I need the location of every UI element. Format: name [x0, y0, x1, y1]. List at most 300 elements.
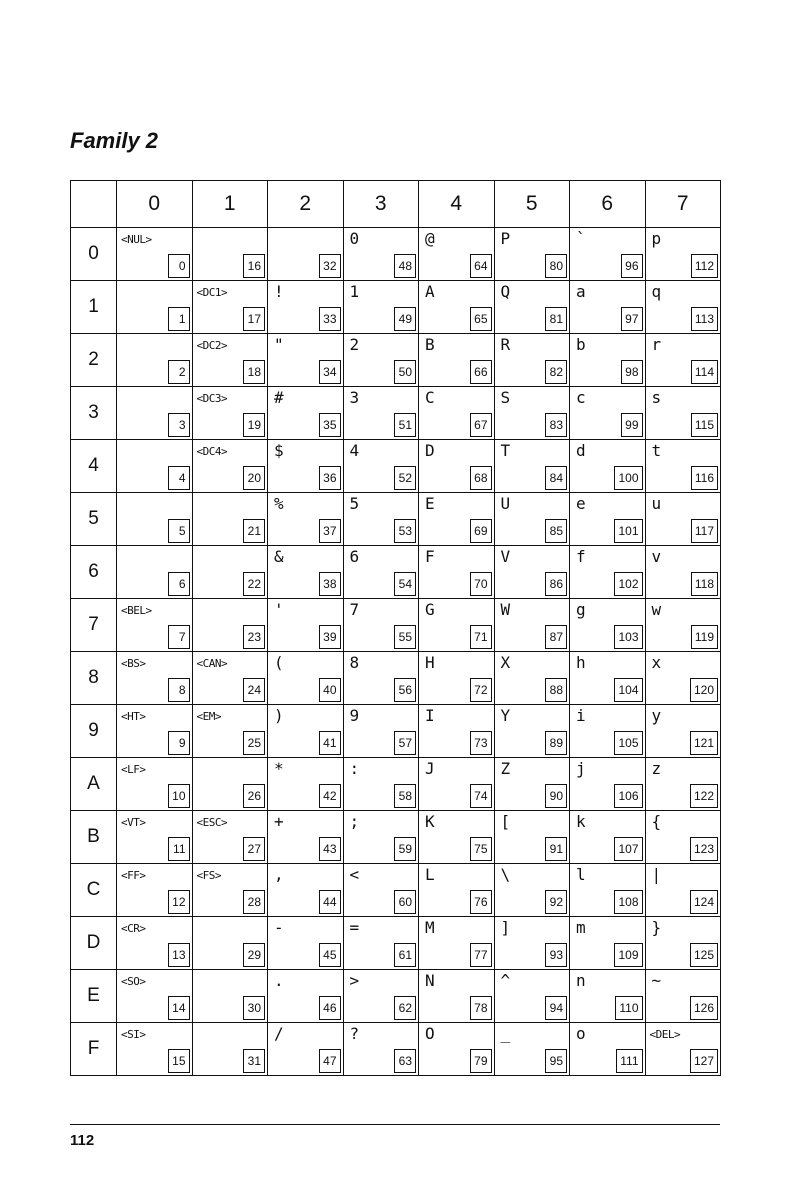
character-cell [419, 864, 495, 917]
character-cell [117, 652, 193, 705]
character-cell [343, 1023, 419, 1076]
decimal-code-box: 60 [394, 890, 416, 914]
row-header: 7 [71, 599, 117, 652]
character-glyph: <NUL> [121, 233, 152, 246]
decimal-code-box: 82 [545, 360, 567, 384]
character-cell [117, 440, 193, 493]
character-glyph: L [425, 865, 435, 884]
character-glyph: t [651, 441, 662, 460]
table-row [71, 652, 721, 705]
character-glyph: <ESC> [196, 816, 228, 829]
decimal-code-box: 106 [614, 784, 642, 808]
decimal-code-box: 86 [545, 572, 567, 596]
column-header: 5 [494, 181, 570, 228]
character-cell [192, 546, 268, 599]
character-cell [570, 228, 646, 281]
decimal-code-box: 79 [470, 1049, 492, 1073]
decimal-code-box: 120 [690, 678, 718, 702]
decimal-code-box: 43 [319, 837, 341, 861]
decimal-code-box: 26 [243, 784, 265, 808]
character-glyph: 9 [349, 706, 360, 725]
character-glyph: ? [349, 1024, 360, 1043]
character-cell [494, 599, 570, 652]
character-cell [268, 440, 344, 493]
decimal-code-box: 58 [394, 784, 416, 808]
character-glyph: T [500, 441, 511, 460]
character-cell [570, 440, 646, 493]
character-glyph: , [274, 865, 284, 884]
character-cell [192, 599, 268, 652]
character-cell [343, 811, 419, 864]
decimal-code-box: 108 [614, 890, 642, 914]
character-cell [117, 705, 193, 758]
character-glyph: S [500, 388, 511, 407]
character-cell [268, 228, 344, 281]
character-glyph: ' [274, 600, 284, 619]
character-glyph: J [425, 759, 435, 778]
decimal-code-box: 20 [243, 466, 265, 490]
decimal-code-box: 63 [394, 1049, 416, 1073]
character-glyph: 6 [349, 547, 360, 566]
character-cell [268, 599, 344, 652]
decimal-code-box: 124 [690, 890, 718, 914]
decimal-code-box: 114 [691, 360, 718, 384]
character-cell [645, 440, 721, 493]
row-header: 9 [71, 705, 117, 758]
character-cell [570, 281, 646, 334]
character-cell [494, 334, 570, 387]
decimal-code-box: 116 [691, 466, 718, 490]
character-cell [117, 228, 193, 281]
character-glyph: % [274, 494, 284, 513]
table-row [71, 493, 721, 546]
character-glyph: M [425, 918, 435, 937]
character-cell [570, 334, 646, 387]
character-glyph: P [500, 229, 511, 248]
decimal-code-box: 24 [243, 678, 265, 702]
decimal-code-box: 53 [394, 519, 416, 543]
character-cell [192, 864, 268, 917]
character-cell [343, 970, 419, 1023]
character-cell [117, 281, 193, 334]
character-glyph: n [576, 971, 586, 990]
decimal-code-box: 12 [168, 890, 190, 914]
table-row [71, 758, 721, 811]
character-glyph: B [425, 335, 435, 354]
decimal-code-box: 6 [168, 572, 190, 596]
decimal-code-box: 35 [319, 413, 341, 437]
character-glyph: d [576, 441, 586, 460]
character-cell [645, 387, 721, 440]
decimal-code-box: 127 [690, 1049, 718, 1073]
character-glyph: <BS> [121, 657, 146, 670]
character-glyph: <VT> [121, 816, 146, 829]
character-cell [419, 917, 495, 970]
character-glyph: v [651, 547, 662, 566]
character-cell [192, 334, 268, 387]
decimal-code-box: 72 [470, 678, 492, 702]
table-row [71, 334, 721, 387]
character-glyph: 7 [349, 600, 360, 619]
decimal-code-box: 70 [470, 572, 492, 596]
character-glyph: <BEL> [121, 604, 152, 617]
character-cell [570, 917, 646, 970]
character-cell [117, 493, 193, 546]
decimal-code-box: 8 [168, 678, 190, 702]
character-glyph: e [576, 494, 586, 513]
row-header: C [71, 864, 117, 917]
character-cell [117, 387, 193, 440]
character-glyph: <CAN> [196, 657, 228, 670]
character-cell [494, 1023, 570, 1076]
character-glyph: ! [274, 282, 284, 301]
decimal-code-box: 54 [394, 572, 416, 596]
character-glyph: j [576, 759, 586, 778]
decimal-code-box: 115 [691, 413, 718, 437]
character-cell [645, 599, 721, 652]
decimal-code-box: 23 [243, 625, 265, 649]
row-header: 3 [71, 387, 117, 440]
decimal-code-box: 13 [168, 943, 190, 967]
decimal-code-box: 31 [243, 1049, 265, 1073]
character-glyph: <DC4> [196, 445, 228, 458]
table-row [71, 281, 721, 334]
character-glyph: N [425, 971, 435, 990]
character-cell [419, 970, 495, 1023]
character-glyph: H [425, 653, 435, 672]
character-glyph: \ [500, 865, 511, 884]
character-cell [268, 281, 344, 334]
decimal-code-box: 83 [545, 413, 567, 437]
column-header: 4 [419, 181, 495, 228]
decimal-code-box: 101 [614, 519, 642, 543]
decimal-code-box: 69 [470, 519, 492, 543]
character-cell [192, 652, 268, 705]
decimal-code-box: 39 [319, 625, 341, 649]
character-glyph: ; [349, 812, 360, 831]
decimal-code-box: 42 [319, 784, 341, 808]
row-header: 8 [71, 652, 117, 705]
character-glyph: r [651, 335, 662, 354]
character-glyph: 8 [349, 653, 360, 672]
decimal-code-box: 97 [621, 307, 643, 331]
character-cell [117, 758, 193, 811]
character-glyph: K [425, 812, 435, 831]
decimal-code-box: 55 [394, 625, 416, 649]
row-header: 4 [71, 440, 117, 493]
character-glyph: <DEL> [649, 1028, 681, 1041]
character-cell [192, 970, 268, 1023]
decimal-code-box: 91 [545, 837, 567, 861]
character-glyph: F [425, 547, 435, 566]
character-cell [343, 334, 419, 387]
row-header: B [71, 811, 117, 864]
decimal-code-box: 27 [243, 837, 265, 861]
character-glyph: g [576, 600, 586, 619]
decimal-code-box: 76 [470, 890, 492, 914]
character-cell [494, 811, 570, 864]
decimal-code-box: 87 [545, 625, 567, 649]
table-row [71, 440, 721, 493]
decimal-code-box: 29 [243, 943, 265, 967]
character-cell [268, 1023, 344, 1076]
character-cell [343, 440, 419, 493]
decimal-code-box: 41 [319, 731, 341, 755]
character-glyph: I [425, 706, 435, 725]
character-glyph: = [349, 918, 360, 937]
decimal-code-box: 48 [394, 254, 416, 278]
decimal-code-box: 71 [470, 625, 492, 649]
character-cell [570, 546, 646, 599]
decimal-code-box: 109 [614, 943, 642, 967]
character-cell [343, 705, 419, 758]
decimal-code-box: 93 [545, 943, 567, 967]
character-cell [645, 864, 721, 917]
character-cell [494, 705, 570, 758]
decimal-code-box: 62 [394, 996, 416, 1020]
character-glyph: ` [576, 229, 586, 248]
character-cell [494, 228, 570, 281]
character-cell [419, 599, 495, 652]
character-glyph: p [651, 229, 662, 248]
decimal-code-box: 30 [243, 996, 265, 1020]
character-cell [268, 546, 344, 599]
character-cell [192, 811, 268, 864]
character-glyph: ~ [651, 971, 662, 990]
decimal-code-box: 85 [545, 519, 567, 543]
character-cell [419, 281, 495, 334]
decimal-code-box: 64 [470, 254, 492, 278]
character-cell [343, 228, 419, 281]
decimal-code-box: 96 [621, 254, 643, 278]
decimal-code-box: 123 [690, 837, 718, 861]
character-cell [192, 705, 268, 758]
character-cell [268, 387, 344, 440]
decimal-code-box: 61 [394, 943, 416, 967]
decimal-code-box: 34 [319, 360, 341, 384]
character-glyph: & [274, 547, 284, 566]
character-cell [268, 864, 344, 917]
character-cell [494, 493, 570, 546]
character-glyph: X [500, 653, 511, 672]
character-cell [343, 758, 419, 811]
column-header: 1 [192, 181, 268, 228]
character-cell [117, 334, 193, 387]
character-cell [570, 758, 646, 811]
decimal-code-box: 1 [168, 307, 190, 331]
character-glyph: z [651, 759, 662, 778]
character-cell [117, 864, 193, 917]
character-glyph: Y [500, 706, 511, 725]
decimal-code-box: 33 [319, 307, 341, 331]
character-cell [192, 281, 268, 334]
character-cell [268, 334, 344, 387]
character-glyph: <CR> [121, 922, 146, 935]
table-row [71, 811, 721, 864]
decimal-code-box: 21 [243, 519, 265, 543]
character-glyph: <EM> [196, 710, 221, 723]
character-cell [645, 281, 721, 334]
decimal-code-box: 32 [319, 254, 341, 278]
table-row [71, 970, 721, 1023]
character-cell [343, 546, 419, 599]
decimal-code-box: 98 [621, 360, 643, 384]
character-cell [268, 917, 344, 970]
character-glyph: / [274, 1024, 284, 1043]
decimal-code-box: 112 [691, 254, 718, 278]
decimal-code-box: 66 [470, 360, 492, 384]
character-glyph: <LF> [121, 763, 146, 776]
page-heading: Family 2 [70, 128, 159, 153]
character-cell [645, 1023, 721, 1076]
character-glyph: Q [500, 282, 511, 301]
character-cell [494, 387, 570, 440]
character-cell [494, 546, 570, 599]
footer-rule [70, 1124, 720, 1125]
character-glyph: . [274, 971, 284, 990]
character-glyph: c [576, 388, 586, 407]
character-glyph: 1 [349, 282, 360, 301]
table-row [71, 228, 721, 281]
decimal-code-box: 94 [545, 996, 567, 1020]
decimal-code-box: 51 [394, 413, 416, 437]
decimal-code-box: 75 [470, 837, 492, 861]
row-header: 0 [71, 228, 117, 281]
row-header: 5 [71, 493, 117, 546]
decimal-code-box: 84 [545, 466, 567, 490]
character-cell [645, 758, 721, 811]
decimal-code-box: 19 [243, 413, 265, 437]
decimal-code-box: 4 [168, 466, 190, 490]
decimal-code-box: 17 [243, 307, 265, 331]
character-glyph: _ [500, 1024, 511, 1043]
character-cell [419, 1023, 495, 1076]
row-header: 6 [71, 546, 117, 599]
character-cell [268, 970, 344, 1023]
table-row [71, 599, 721, 652]
row-header: A [71, 758, 117, 811]
decimal-code-box: 16 [243, 254, 265, 278]
character-cell [570, 864, 646, 917]
character-cell [419, 652, 495, 705]
character-glyph: G [425, 600, 435, 619]
character-cell [419, 334, 495, 387]
character-cell [343, 493, 419, 546]
character-glyph: <FS> [196, 869, 221, 882]
decimal-code-box: 28 [243, 890, 265, 914]
character-glyph: E [425, 494, 435, 513]
character-cell [192, 440, 268, 493]
table-row [71, 705, 721, 758]
character-cell [570, 970, 646, 1023]
character-glyph: 3 [349, 388, 360, 407]
decimal-code-box: 117 [691, 519, 718, 543]
character-glyph: 4 [349, 441, 360, 460]
character-cell [570, 493, 646, 546]
character-cell [117, 546, 193, 599]
column-header-row [71, 181, 721, 228]
page-number: 112 [70, 1132, 95, 1149]
character-cell [494, 281, 570, 334]
decimal-code-box: 50 [394, 360, 416, 384]
character-glyph: D [425, 441, 435, 460]
character-cell [117, 1023, 193, 1076]
character-glyph: i [576, 706, 586, 725]
decimal-code-box: 14 [168, 996, 190, 1020]
character-glyph: b [576, 335, 586, 354]
decimal-code-box: 78 [470, 996, 492, 1020]
decimal-code-box: 59 [394, 837, 416, 861]
character-glyph: R [500, 335, 511, 354]
decimal-code-box: 37 [319, 519, 341, 543]
row-header: 2 [71, 334, 117, 387]
decimal-code-box: 49 [394, 307, 416, 331]
character-glyph: q [651, 282, 662, 301]
decimal-code-box: 125 [690, 943, 718, 967]
decimal-code-box: 40 [319, 678, 341, 702]
character-glyph: 2 [349, 335, 360, 354]
character-glyph: " [274, 335, 284, 354]
character-cell [494, 440, 570, 493]
character-glyph: <SI> [121, 1028, 146, 1041]
character-cell [419, 758, 495, 811]
character-cell [570, 599, 646, 652]
character-glyph: <DC2> [196, 339, 228, 352]
character-glyph: a [576, 282, 586, 301]
character-glyph: ) [274, 706, 284, 725]
character-cell [117, 811, 193, 864]
character-cell [494, 864, 570, 917]
table-row [71, 917, 721, 970]
decimal-code-box: 119 [691, 625, 718, 649]
character-glyph: s [651, 388, 662, 407]
decimal-code-box: 45 [319, 943, 341, 967]
row-header: 1 [71, 281, 117, 334]
character-glyph: $ [274, 441, 284, 460]
character-cell [419, 228, 495, 281]
character-glyph: x [651, 653, 662, 672]
character-glyph: + [274, 812, 284, 831]
character-cell [192, 758, 268, 811]
decimal-code-box: 103 [614, 625, 642, 649]
decimal-code-box: 18 [243, 360, 265, 384]
decimal-code-box: 107 [614, 837, 642, 861]
decimal-code-box: 22 [243, 572, 265, 596]
character-glyph: 5 [349, 494, 360, 513]
decimal-code-box: 3 [168, 413, 190, 437]
column-header: 0 [117, 181, 193, 228]
character-glyph: h [576, 653, 586, 672]
decimal-code-box: 44 [319, 890, 341, 914]
character-glyph: w [651, 600, 662, 619]
character-cell [192, 387, 268, 440]
character-glyph: u [651, 494, 662, 513]
character-cell [645, 705, 721, 758]
character-glyph: @ [425, 229, 435, 248]
decimal-code-box: 52 [394, 466, 416, 490]
character-cell [570, 811, 646, 864]
decimal-code-box: 90 [545, 784, 567, 808]
character-cell [419, 493, 495, 546]
character-glyph: V [500, 547, 511, 566]
character-glyph: { [651, 812, 662, 831]
character-cell [268, 493, 344, 546]
character-glyph: * [274, 759, 284, 778]
decimal-code-box: 5 [168, 519, 190, 543]
character-set-table [70, 180, 721, 1076]
character-cell [494, 652, 570, 705]
character-cell [192, 1023, 268, 1076]
